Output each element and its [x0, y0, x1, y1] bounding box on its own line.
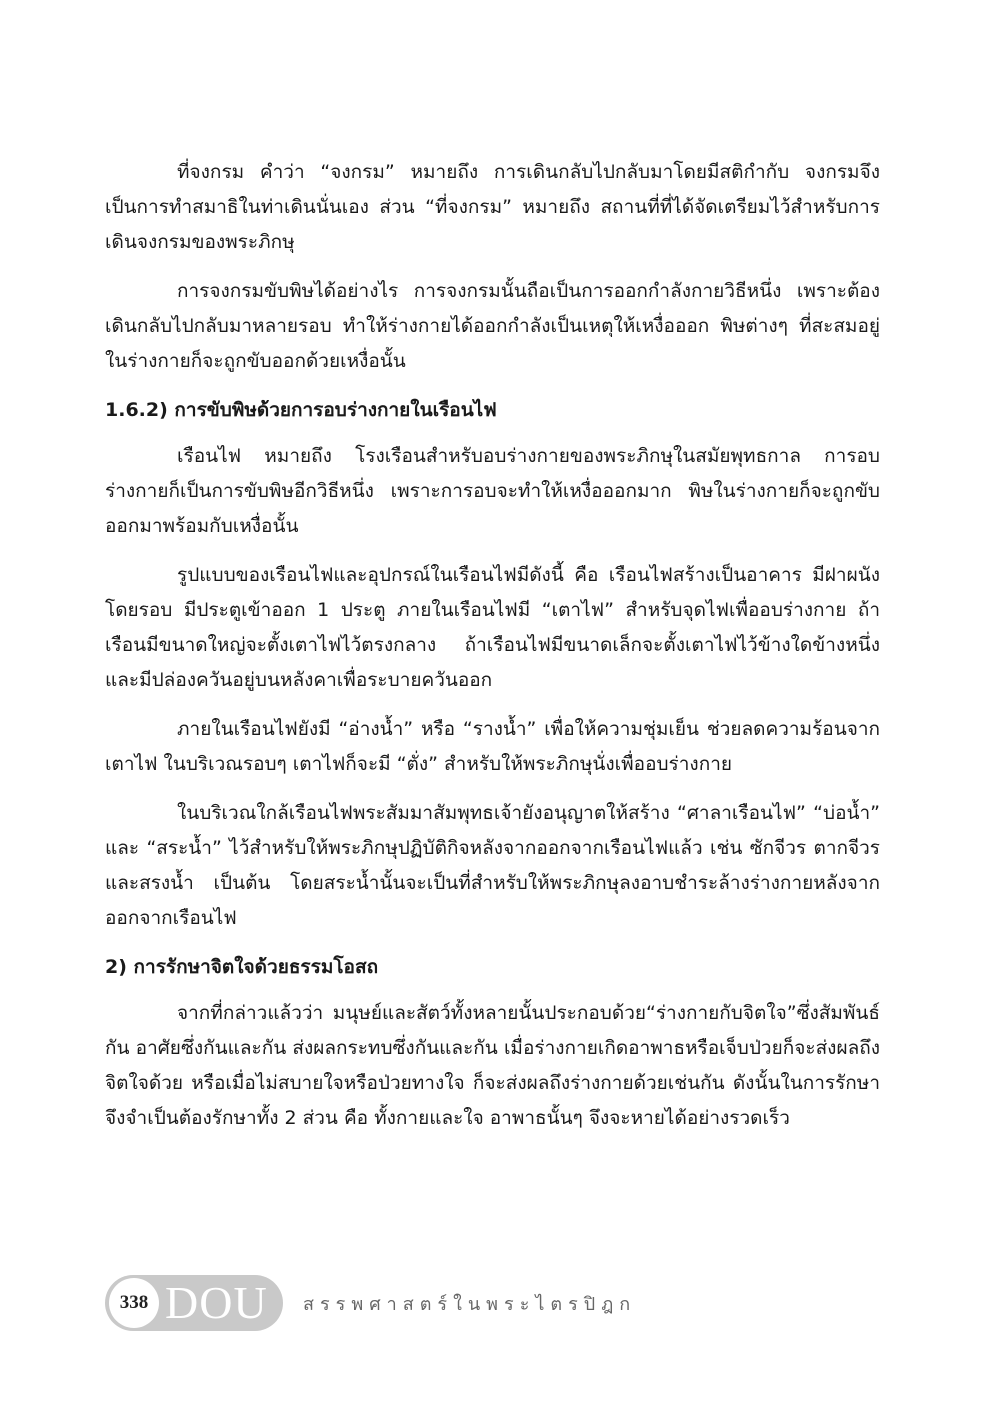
section-heading-mind-healing: 2) การรักษาจิตใจด้วยธรรมโอสถ	[105, 956, 379, 978]
course-title: สรรพศาสตร์ในพระไตรปิฎก	[303, 1293, 637, 1315]
paragraph-walking-meditation-detox: การจงกรมขับพิษได้อย่างไร การจงกรมนั้นถือเป็นการออกกำลังกายวิธีหนึ่ง เพราะต้องเดินกลับไปกลับมาหลายรอบ ทำให้ร่างกายได้ออกกำลังเป็นเหตุให้เหงื่อออก พิษต่างๆ ที่สะสมอยู่ในร่างกายก็จะถูกขับออกด้วยเหงื่อนั้น	[105, 280, 880, 372]
dou-badge	[105, 1275, 283, 1331]
page-body	[105, 155, 880, 1150]
paragraph-fire-house-hall: ในบริเวณใกล้เรือนไฟพระสัมมาสัมพุทธเจ้ายังอนุญาตให้สร้าง “ศาลาเรือนไฟ” “บ่อน้ำ” และ “สระน้ำ” ไว้สำหรับให้พระภิกษุปฏิบัติกิจหลังจากออกจากเรือนไฟแล้ว เช่น ซักจีวร ตากจีวรและสรงน้ำ เป็นต้น โดยสระน้ำนั้นจะเป็นที่สำหรับให้พระภิกษุลงอาบชำระล้างร่างกายหลังจากออกจากเรือนไฟ	[105, 802, 880, 929]
paragraph-fire-house-definition: เรือนไฟ หมายถึง โรงเรือนสำหรับอบร่างกายของพระภิกษุในสมัยพุทธกาล การอบร่างกายก็เป็นการขับพิษอีกวิธีหนึ่ง เพราะการอบจะทำให้เหงื่อออกมาก พิษในร่างกายก็จะถูกขับออกมาพร้อมกับเหงื่อนั้น	[105, 445, 880, 537]
paragraph-fire-house-layout: รูปแบบของเรือนไฟและอุปกรณ์ในเรือนไฟมีดังนี้ คือ เรือนไฟสร้างเป็นอาคาร มีฝาผนังโดยรอบ มีประตูเข้าออก 1 ประตู ภายในเรือนไฟมี “เตาไฟ” สำหรับจุดไฟเพื่ออบร่างกาย ถ้าเรือนมีขนาดใหญ่จะตั้งเตาไฟไว้ตรงกลาง ถ้าเรือนไฟมีขนาดเล็กจะตั้งเตาไฟไว้ข้างใดข้างหนึ่งและมีปล่องควันอยู่บนหลังคาเพื่อระบายควันออก	[105, 564, 880, 691]
section-heading-sauna: 1.6.2) การขับพิษด้วยการอบร่างกายในเรือนไฟ	[105, 399, 497, 421]
page-footer	[105, 1273, 636, 1333]
paragraph-walking-meditation-definition: ที่จงกรม คำว่า “จงกรม” หมายถึง การเดินกลับไปกลับมาโดยมีสติกำกับ จงกรมจึงเป็นการทำสมาธิในท่าเดินนั่นเอง ส่วน “ที่จงกรม” หมายถึง สถานที่ที่ได้จัดเตรียมไว้สำหรับการเดินจงกรมของพระภิกษุ	[105, 161, 880, 253]
page-number: 338	[109, 1278, 159, 1328]
dou-logo: DOU	[165, 1277, 268, 1328]
paragraph-body-mind: จากที่กล่าวแล้วว่า มนุษย์และสัตว์ทั้งหลายนั้นประกอบด้วย“ร่างกายกับจิตใจ”ซึ่งสัมพันธ์กัน อาศัยซึ่งกันและกัน ส่งผลกระทบซึ่งกันและกัน เมื่อร่างกายเกิดอาพาธหรือเจ็บป่วยก็จะส่งผลถึงจิตใจด้วย หรือเมื่อไม่สบายใจหรือป่วยทางใจ ก็จะส่งผลถึงร่างกายด้วยเช่นกัน ดังนั้นในการรักษาจึงจำเป็นต้องรักษาทั้ง 2 ส่วน คือ ทั้งกายและใจ อาพาธนั้นๆ จึงจะหายได้อย่างรวดเร็ว	[105, 1002, 880, 1129]
paragraph-water-basin: ภายในเรือนไฟยังมี “อ่างน้ำ” หรือ “รางน้ำ” เพื่อให้ความชุ่มเย็น ช่วยลดความร้อนจากเตาไฟ ในบริเวณรอบๆ เตาไฟก็จะมี “ตั่ง” สำหรับให้พระภิกษุนั่งเพื่ออบร่างกาย	[105, 718, 880, 775]
